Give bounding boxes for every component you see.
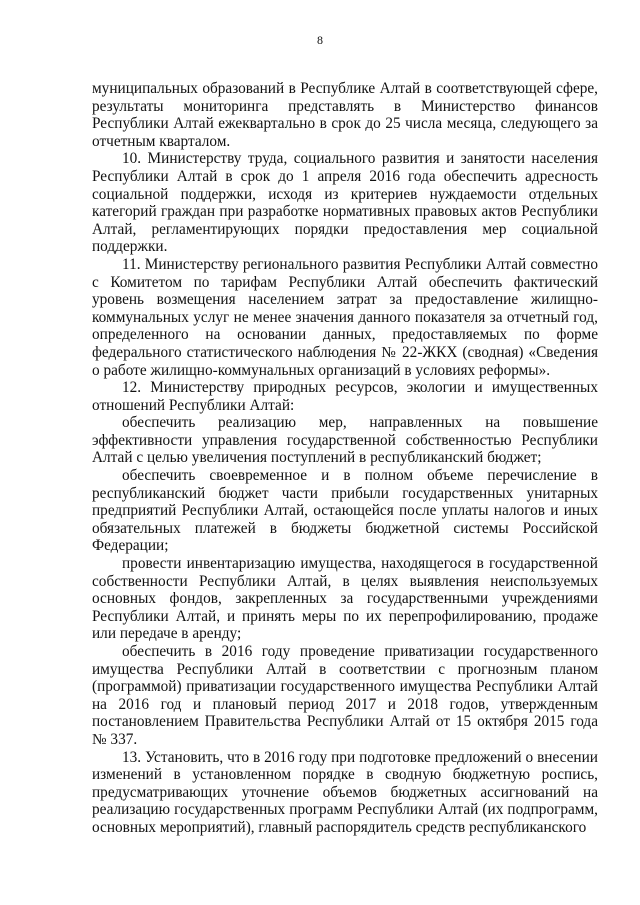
paragraph-item-12-sub-1: обеспечить реализацию мер, направленных на повышение эффективности управления государственной собственностью Республики Алтай с целью увеличения поступлений в республиканский бюджет;	[92, 414, 598, 467]
paragraph-item-12-sub-4: обеспечить в 2016 году проведение приватизации государственного имущества Республики Алтай в соответствии с прогнозным планом (программой) приватизации государственного имущества Республики Алтай на 2016 год и плановый период 2017 и 2018 годов, утвержденным постановлением Правительства Республики Алтай от 15 октября 2015 года № 337.	[92, 643, 598, 748]
paragraph-item-12-sub-2: обеспечить своевременное и в полном объеме перечисление в республиканский бюджет части прибыли государственных унитарных предприятий Республики Алтай, остающейся после уплаты налогов и иных обязательных платежей в бюджеты бюджетной системы Российской Федерации;	[92, 467, 598, 555]
page-number: 8	[317, 33, 323, 47]
paragraph-item-12: 12. Министерству природных ресурсов, экологии и имущественных отношений Республики Алтай:	[92, 379, 598, 414]
document-body	[92, 80, 598, 837]
paragraph-item-12-sub-3: провести инвентаризацию имущества, находящегося в государственной собственности Республики Алтай, в целях выявления неиспользуемых основных фондов, закрепленных за государственными учреждениями Республики Алтай, и принять меры по их перепрофилированию, продаже или передаче в аренду;	[92, 555, 598, 643]
paragraph-item-10: 10. Министерству труда, социального развития и занятости населения Республики Алтай в срок до 1 апреля 2016 года обеспечить адресность социальной поддержки, исходя из критериев нуждаемости отдельных категорий граждан при разработке нормативных правовых актов Республики Алтай, регламентирующих порядки предоставления мер социальной поддержки.	[92, 150, 598, 256]
paragraph-item-11: 11. Министерству регионального развития Республики Алтай совместно с Комитетом по тарифам Республики Алтай обеспечить фактический уровень возмещения населением затрат за предоставление жилищно-коммунальных услуг не менее значения данного показателя за отчетный год, определенного на основании данных, предоставляемых по форме федерального статистического наблюдения № 22-ЖКХ (сводная) «Сведения о работе жилищно-коммунальных организаций в условиях реформы».	[92, 255, 598, 379]
paragraph-item-13: 13. Установить, что в 2016 году при подготовке предложений о внесении изменений в установленном порядке в сводную бюджетную роспись, предусматривающих уточнение объемов бюджетных ассигнований на реализацию государственных программ Республики Алтай (их подпрограмм, основных мероприятий), главный распорядитель средств республиканского	[92, 748, 598, 836]
paragraph-continuation: муниципальных образований в Республике Алтай в соответствующей сфере, результаты мониторинга представлять в Министерство финансов Республики Алтай ежеквартально в срок до 25 числа месяца, следующего за отчетным кварталом.	[92, 80, 598, 150]
